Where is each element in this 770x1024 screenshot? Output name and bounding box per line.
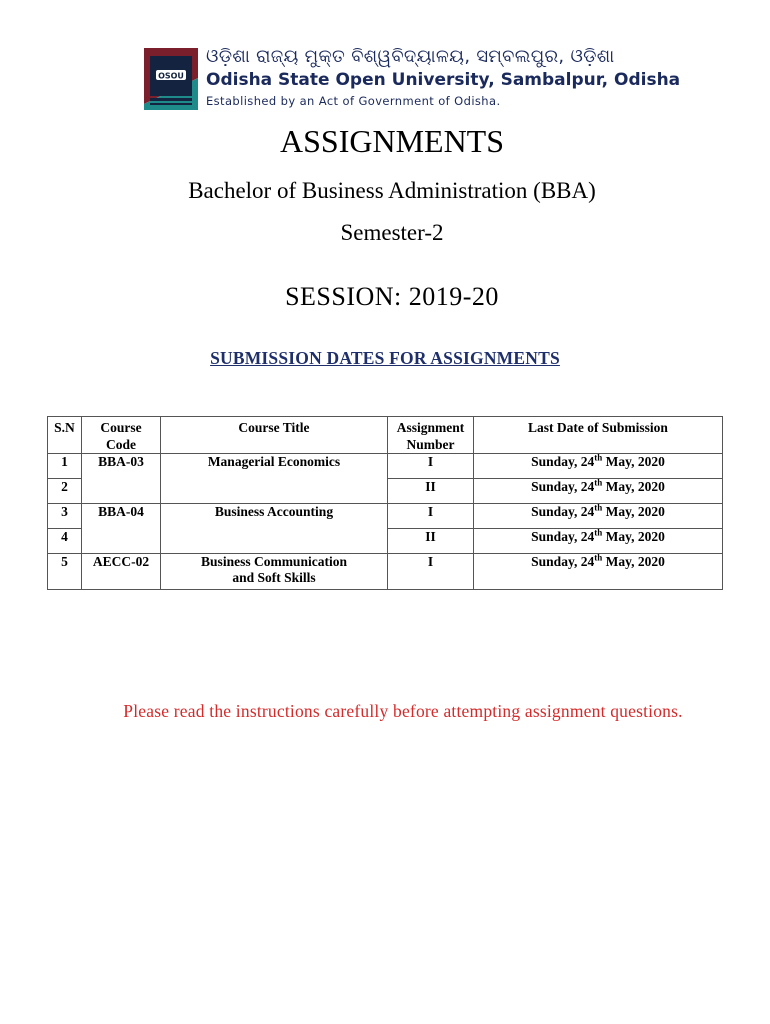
program-name: Bachelor of Business Administration (BBA) [188,178,596,203]
header-course-code-line1: Course [100,420,142,435]
header-course-title: Course Title [161,417,388,454]
cell-sn: 3 [48,504,82,529]
date-day: Sunday, 24 [531,479,595,494]
cell-sn: 2 [48,479,82,504]
course-title-line2: and Soft Skills [232,570,316,585]
date-suffix: th [594,502,603,513]
course-title-line1: Business Communication [201,554,347,569]
cell-assignment-number: I [388,554,474,590]
instructions-note: Please read the instructions carefully before attempting assignment questions. [123,701,683,721]
table-header-row [48,417,723,454]
table-row [48,554,723,590]
cell-last-date [474,554,723,590]
cell-course-code: BBA-03 [82,454,161,504]
cell-last-date [474,504,723,529]
page-title: ASSIGNMENTS [279,123,505,159]
cell-assignment-number: II [388,529,474,554]
cell-course-code: AECC-02 [82,554,161,590]
date-day: Sunday, 24 [531,529,595,544]
university-name-english: Odisha State Open University, Sambalpur, Odisha [206,70,681,90]
cell-course-title: Business Accounting [161,504,388,554]
cell-sn: 1 [48,454,82,479]
date-rest: May, 2020 [602,504,665,519]
university-name-odia: ଓଡ଼ିଶା ରାଜ୍ୟ ମୁକ୍ତ ବିଶ୍ୱବିଦ୍ୟାଳୟ, ସମ୍ବଲପୁର, ଓଡ଼ିଶା [206,46,615,67]
cell-course-code: BBA-04 [82,504,161,554]
table-row [48,504,723,529]
header-assignment-number-line1: Assignment [396,420,465,435]
cell-sn: 5 [48,554,82,590]
establishment-line: Established by an Act of Government of Odisha. [206,94,501,108]
date-rest: May, 2020 [602,479,665,494]
header-sn: S.N [48,417,82,454]
cell-assignment-number: I [388,454,474,479]
date-rest: May, 2020 [602,554,665,569]
date-day: Sunday, 24 [531,504,595,519]
date-rest: May, 2020 [602,529,665,544]
cell-assignment-number: II [388,479,474,504]
submission-heading: SUBMISSION DATES FOR ASSIGNMENTS [210,348,560,368]
header-course-code-line2: Code [106,437,136,452]
date-suffix: th [594,552,603,563]
cell-course-title: Managerial Economics [161,454,388,504]
date-rest: May, 2020 [602,454,665,469]
cell-assignment-number: I [388,504,474,529]
date-day: Sunday, 24 [531,554,595,569]
header-last-date: Last Date of Submission [474,417,723,454]
cell-sn: 4 [48,529,82,554]
date-suffix: th [594,477,603,488]
header-assignment-number [388,417,474,454]
session-label: SESSION: 2019-20 [285,282,499,311]
header-assignment-number-line2: Number [406,437,455,452]
university-logo [144,48,198,110]
date-day: Sunday, 24 [531,454,595,469]
submission-schedule-table [47,416,723,590]
cell-last-date [474,454,723,479]
date-suffix: th [594,452,603,463]
table-row [48,454,723,479]
cell-last-date [474,529,723,554]
logo-text: OSOU [158,71,184,81]
cell-course-title [161,554,388,590]
cell-last-date [474,479,723,504]
date-suffix: th [594,527,603,538]
semester-label: Semester-2 [340,220,444,245]
header-course-code [82,417,161,454]
